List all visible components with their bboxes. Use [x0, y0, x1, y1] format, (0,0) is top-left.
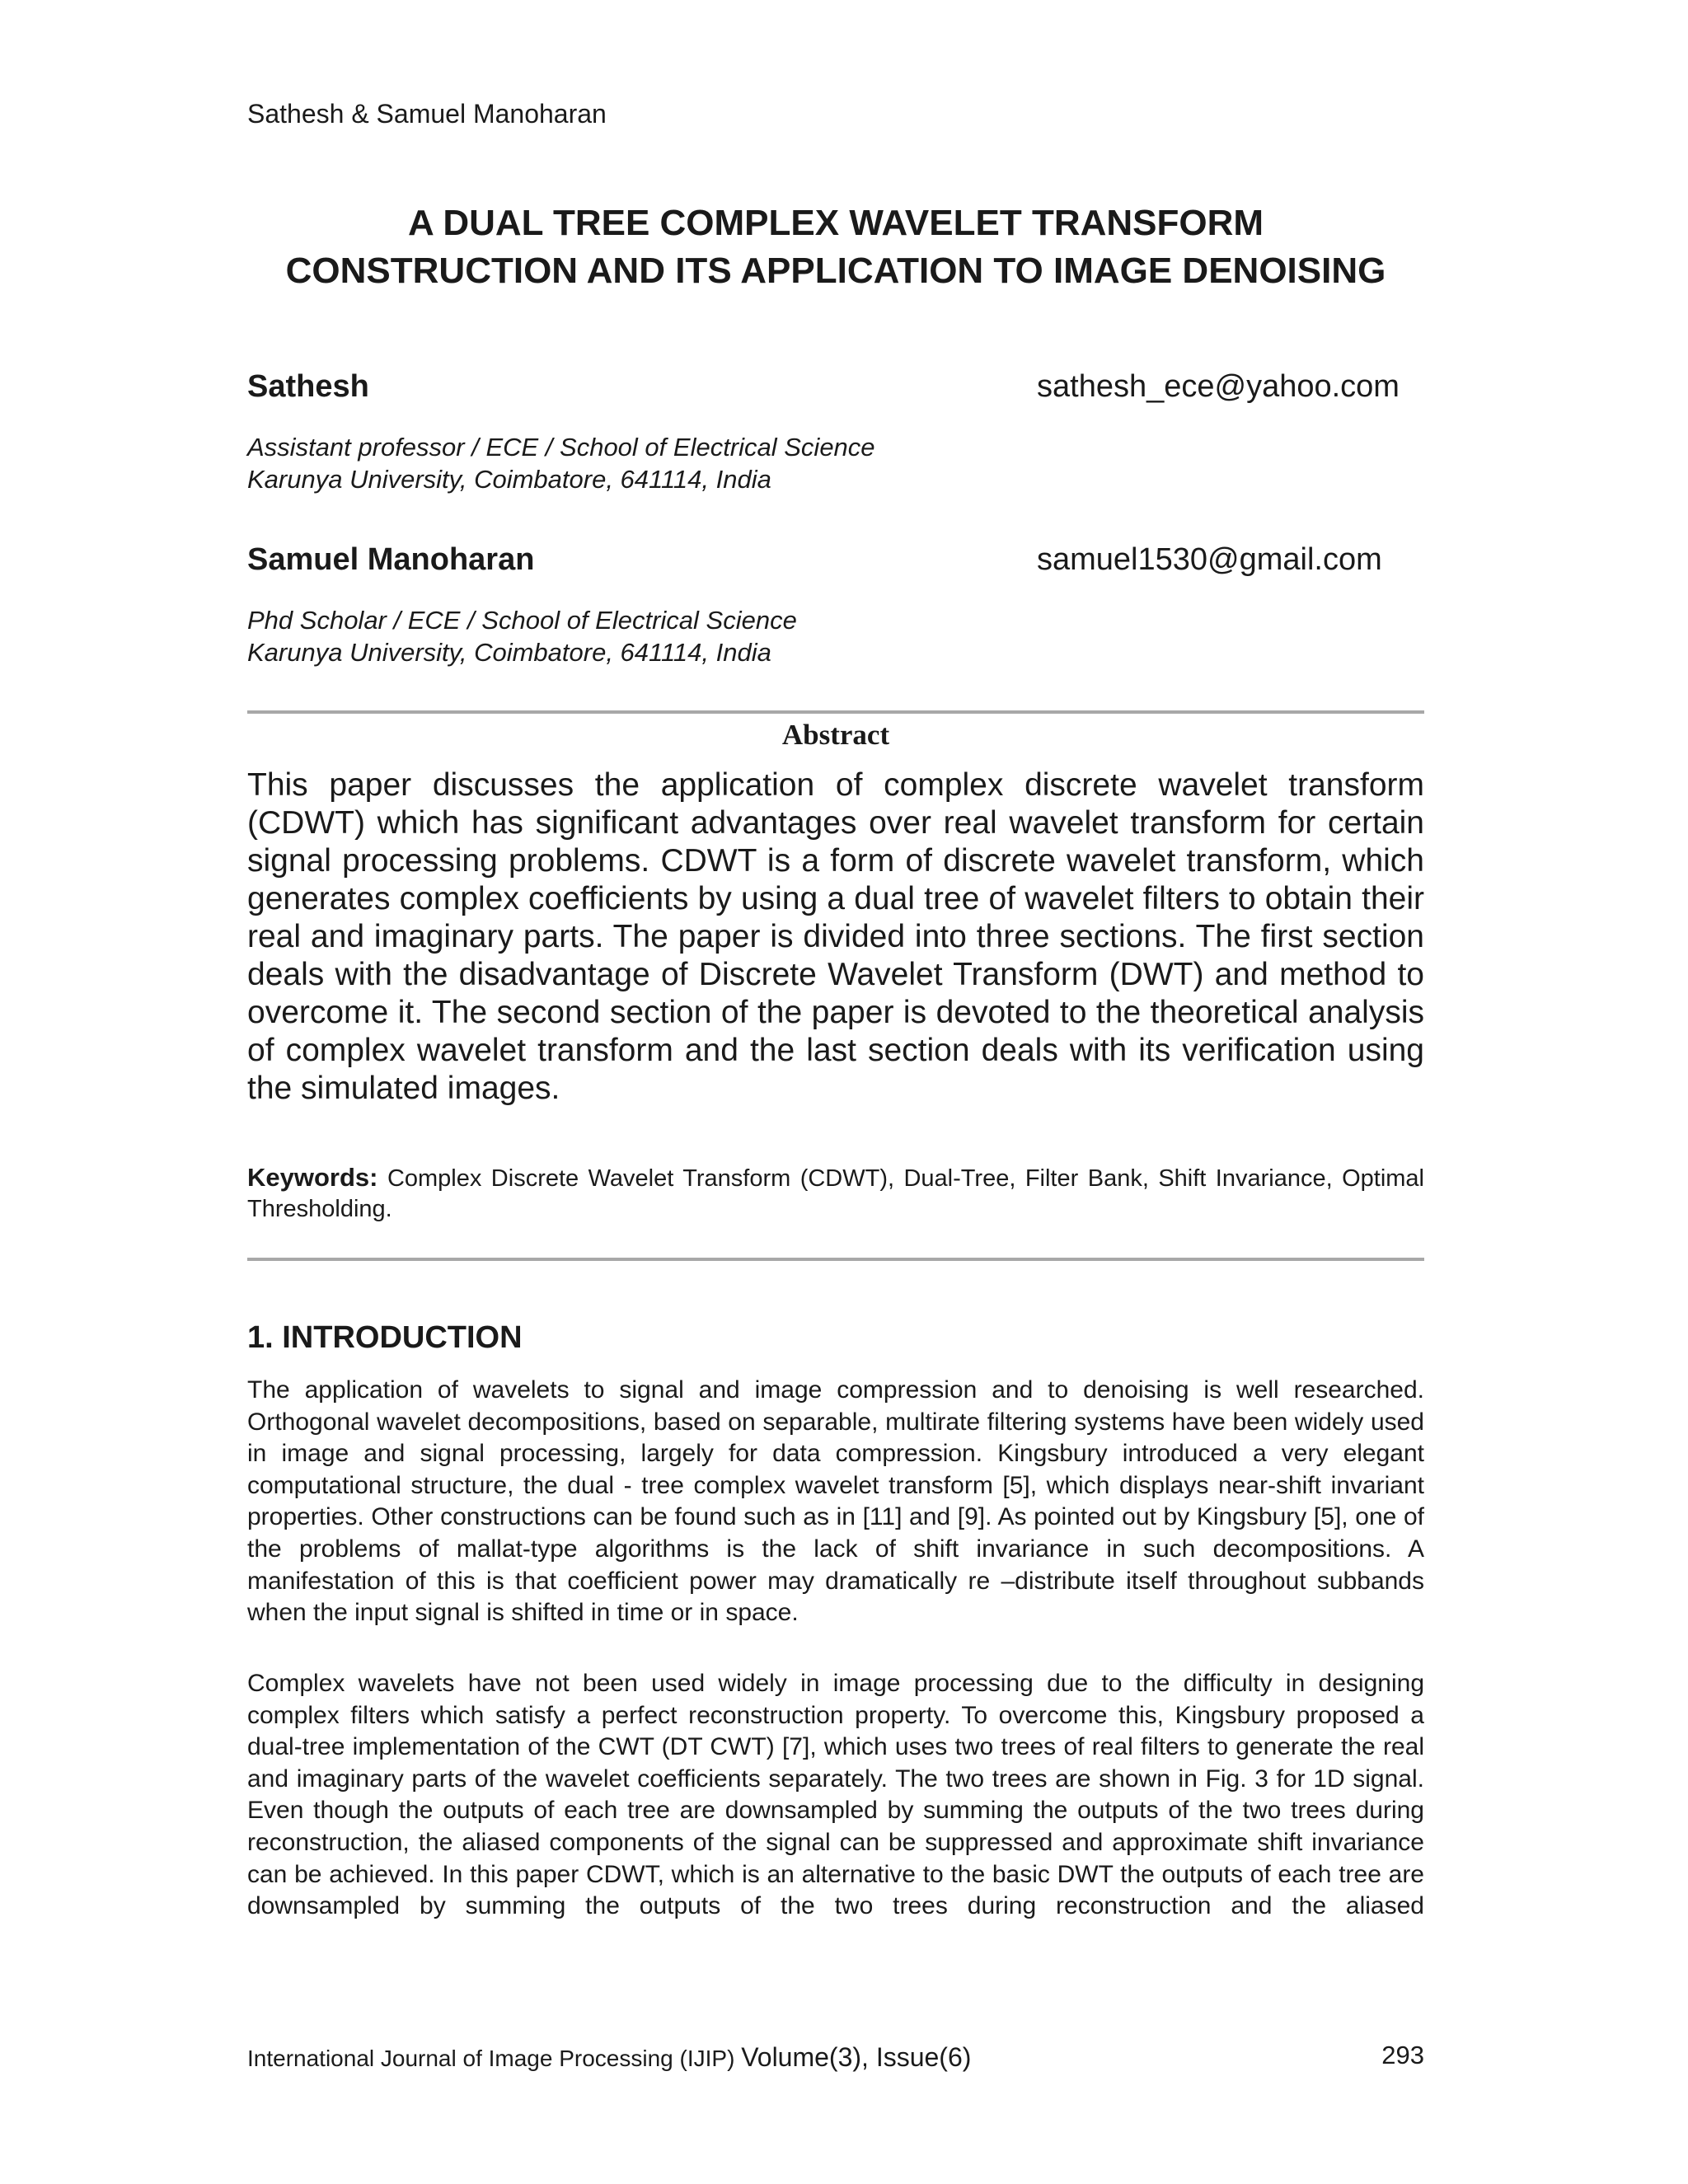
paper-title-line-1: A DUAL TREE COMPLEX WAVELET TRANSFORM [407, 203, 1264, 243]
author-name-2: Samuel Manoharan [247, 542, 535, 577]
running-head: Sathesh & Samuel Manoharan [247, 99, 607, 129]
abstract-heading: Abstract [781, 719, 890, 751]
author-affiliation-2 [247, 604, 797, 668]
abstract-text: This paper discusses the application of complex discrete wavelet transform (CDWT) which has significant advantages over real wavelet transform for certain signal processing problems. CDWT is a form of discrete wavelet transform, which generates complex coefficients by using a dual tree of wavelet filters to obtain their real and imaginary parts. The paper is divided into three sections. The first section deals with the disadvantage of Discrete Wavelet Transform (DWT) and method to overcome it. The second section of the paper is devoted to the theoretical analysis of complex wavelet transform and the last section deals with its verification using the simulated images. [247, 767, 1424, 1106]
section-heading-introduction: 1. INTRODUCTION [247, 1320, 523, 1355]
author-email-2: samuel1530@gmail.com [1037, 542, 1382, 577]
paper-title [247, 199, 1424, 295]
intro-paragraph-2: Complex wavelets have not been used widely in image processing due to the difficulty in designing complex filters which satisfy a perfect reconstruction property. To overcome this, Kingsbury proposed a dual-tree implementation of the CWT (DT CWT) [7], which uses two trees of real filters to generate the real and imaginary parts of the wavelet coefficients separately. The two trees are shown in Fig. 3 for 1D signal. Even though the outputs of each tree are downsampled by summing the outputs of the two trees during reconstruction, the aliased components of the signal can be suppressed and approximate shift invariance can be achieved. In this paper CDWT, which is an alternative to the basic DWT the outputs of each tree are downsampled by summing the outputs of the two trees during reconstruction and the aliased [247, 1670, 1424, 1920]
footer-journal-name: International Journal of Image Processing (IJIP) [247, 2046, 735, 2071]
author-affiliation-1-line-1: Assistant professor / ECE / School of Electrical Science [247, 433, 875, 462]
page-number: 293 [1381, 2041, 1424, 2069]
author-affiliation-2-line-1: Phd Scholar / ECE / School of Electrical Science [247, 606, 797, 635]
keywords-label: Keywords: [247, 1163, 378, 1192]
keywords-bottom-rule [247, 1258, 1424, 1261]
author-affiliation-1 [247, 431, 875, 495]
keywords-text: Complex Discrete Wavelet Transform (CDWT), Dual-Tree, Filter Bank, Shift Invariance, Optimal Thresholding. [247, 1165, 1425, 1222]
paper-title-line-2: CONSTRUCTION AND ITS APPLICATION TO IMAGE DENOISING [285, 251, 1386, 291]
footer-journal [247, 2042, 971, 2073]
abstract-top-rule [247, 710, 1424, 714]
author-name-1: Sathesh [247, 369, 369, 404]
intro-paragraph-1: The application of wavelets to signal and image compression and to denoising is well researched. Orthogonal wavelet decompositions, based on separable, multirate filtering systems have been widely used in image and signal processing, largely for data compression. Kingsbury introduced a very elegant computational structure, the dual - tree complex wavelet transform [5], which displays near-shift invariant properties. Other constructions can be found such as in [11] and [9]. As pointed out by Kingsbury [5], one of the problems of mallat-type algorithms is the lack of shift invariance in such decompositions. A manifestation of this is that coefficient power may dramatically re –distribute itself throughout subbands when the input signal is shifted in time or in space. [247, 1376, 1424, 1627]
footer-volume-issue: Volume(3), Issue(6) [741, 2042, 972, 2072]
keywords [247, 1162, 1424, 1225]
author-affiliation-1-line-2: Karunya University, Coimbatore, 641114, India [247, 465, 771, 494]
author-affiliation-2-line-2: Karunya University, Coimbatore, 641114, India [247, 638, 771, 667]
author-email-1: sathesh_ece@yahoo.com [1037, 369, 1400, 404]
